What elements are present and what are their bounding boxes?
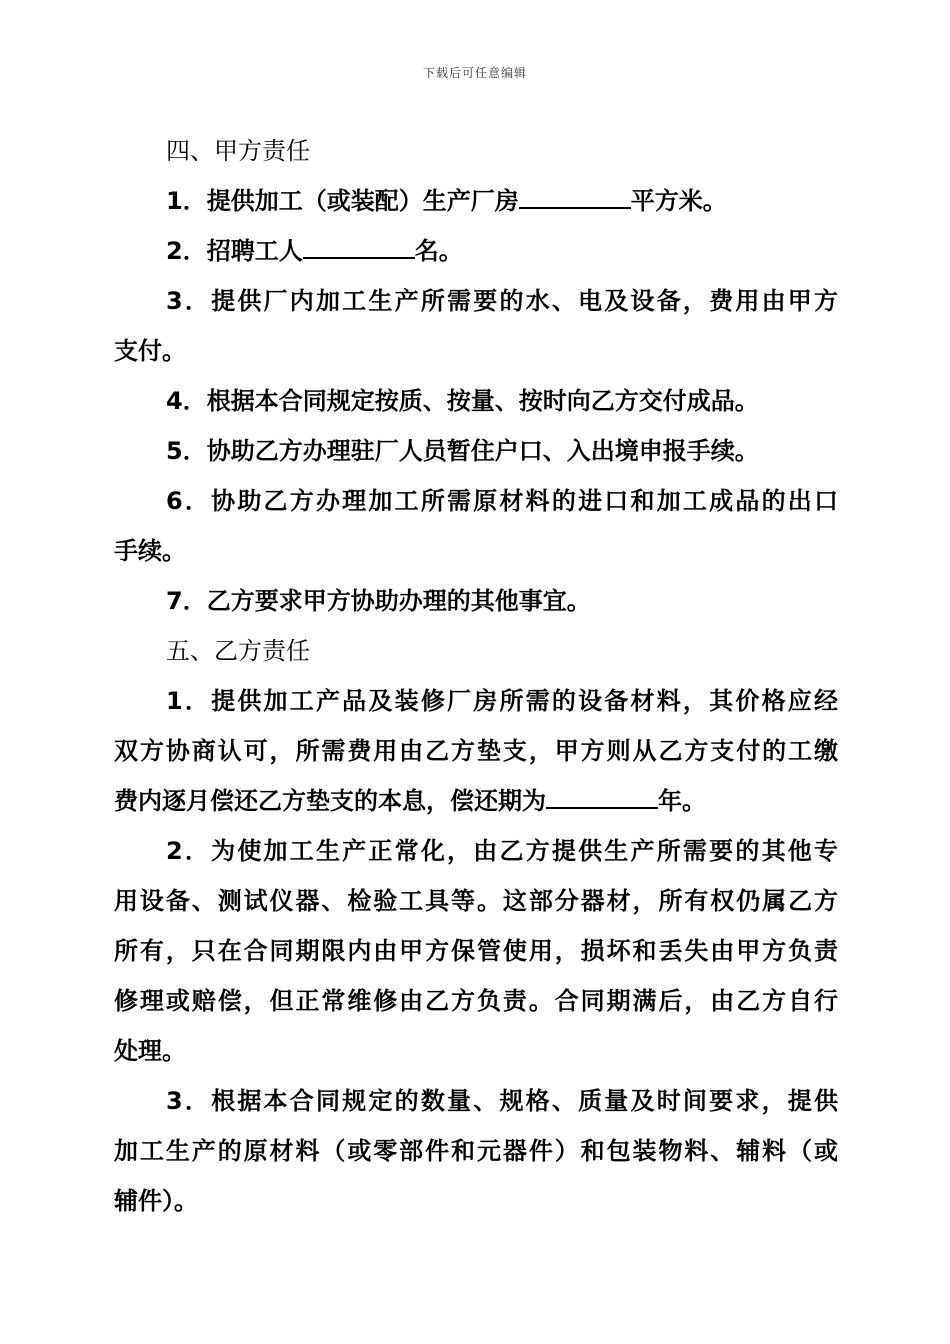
fill-blank-workers[interactable]	[303, 237, 415, 259]
section-5-item-2-line-2: 用设备、测试仪器、检验工具等。这部分器材，所有权仍属乙方	[114, 887, 838, 915]
section-4-item-7: 7．乙方要求甲方协助办理的其他事宜。	[166, 587, 591, 615]
item-text: 2．招聘工人	[166, 237, 303, 265]
section-5-item-2-line-5: 处理。	[114, 1037, 186, 1065]
item-text: 平方米。	[630, 187, 727, 215]
section-5-item-3-line-3: 辅件）。	[114, 1187, 198, 1215]
section-5-item-3-line-1: 3．根据本合同规定的数量、规格、质量及时间要求，提供	[166, 1087, 838, 1115]
section-5-item-2-line-4: 修理或赔偿，但正常维修由乙方负责。合同期满后，由乙方自行	[114, 987, 838, 1015]
item-text: 名。	[414, 237, 463, 265]
section-4-item-2	[114, 226, 838, 276]
section-4-item-3-line-2: 支付。	[114, 337, 186, 365]
section-4-item-6-line-1: 6．协助乙方办理加工所需原材料的进口和加工成品的出口	[166, 487, 838, 515]
section-4-item-4: 4．根据本合同规定按质、按量、按时向乙方交付成品。	[166, 387, 759, 415]
section-4-item-1	[114, 176, 838, 226]
header-note: 下载后可任意编辑	[422, 66, 527, 80]
fill-blank-repayment-years[interactable]	[546, 787, 658, 809]
section-5-title: 五、乙方责任	[166, 637, 310, 665]
item-text: 1．提供加工（或装配）生产厂房	[166, 187, 519, 215]
section-4-item-3-line-1: 3．提供厂内加工生产所需要的水、电及设备，费用由甲方	[166, 287, 838, 315]
section-5-item-3-line-2: 加工生产的原材料（或零部件和元器件）和包装物料、辅料（或	[114, 1137, 838, 1165]
document-body	[114, 126, 838, 1226]
item-text: 费内逐月偿还乙方垫支的本息，偿还期为	[114, 787, 546, 815]
section-5-item-1-line-3	[114, 776, 838, 826]
section-4-item-5: 5．协助乙方办理驻厂人员暂住户口、入出境申报手续。	[166, 437, 759, 465]
section-5-item-2-line-3: 所有，只在合同期限内由甲方保管使用，损坏和丢失由甲方负责	[114, 937, 838, 965]
section-5-item-1-line-1: 1．提供加工产品及装修厂房所需的设备材料，其价格应经	[166, 687, 838, 715]
section-4-title: 四、甲方责任	[166, 137, 310, 165]
fill-blank-area[interactable]	[519, 187, 631, 209]
section-4-item-6-line-2: 手续。	[114, 537, 186, 565]
section-5-item-1-line-2: 双方协商认可，所需费用由乙方垫支，甲方则从乙方支付的工缴	[114, 737, 838, 765]
item-text: 年。	[658, 787, 706, 815]
section-5-item-2-line-1: 2．为使加工生产正常化，由乙方提供生产所需要的其他专	[166, 837, 838, 865]
